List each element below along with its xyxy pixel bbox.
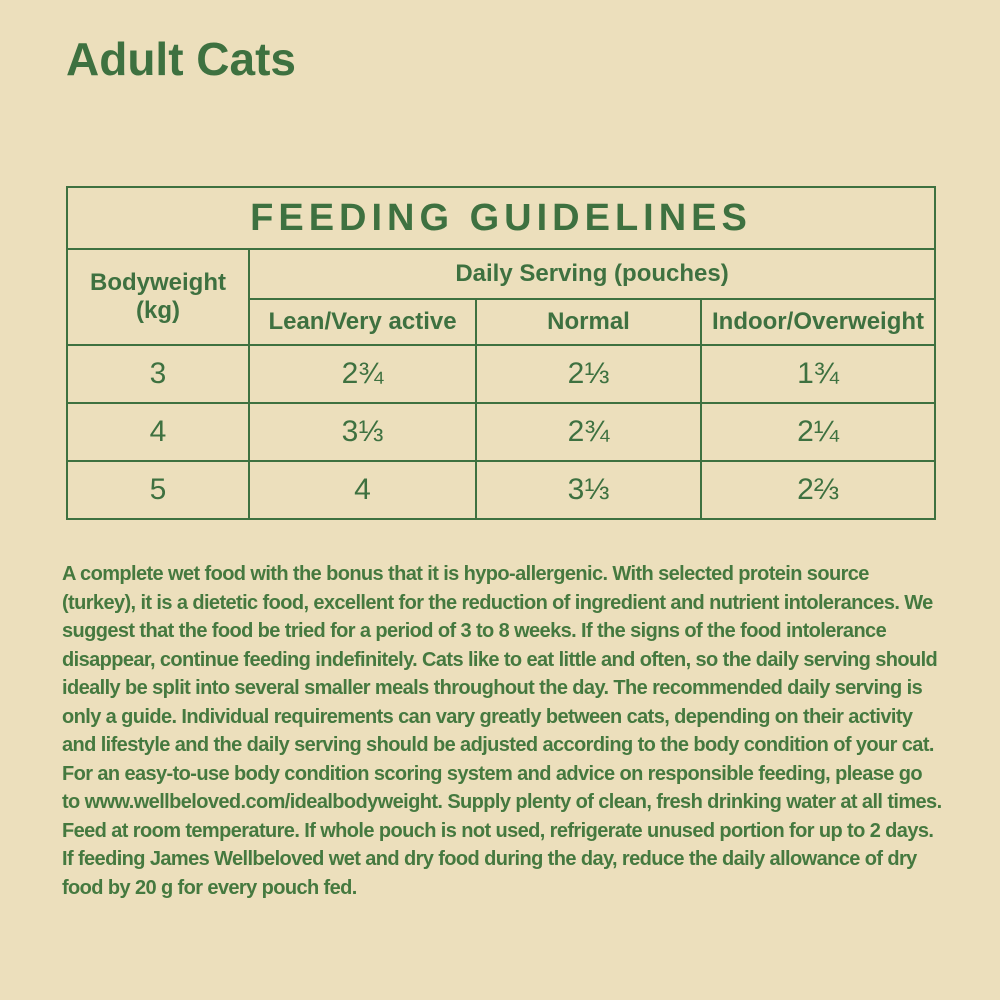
serving-cell-lean: 3⅓ [249,403,476,461]
col-header-lean-very-active: Lean/Very active [249,299,476,345]
table-row [67,403,935,461]
serving-cell-lean: 2¾ [249,345,476,403]
feeding-description-text: A complete wet food with the bonus that it is hypo-allergenic. With selected protein source (turkey), it is a dietetic food, excellent for the reduction of ingredient and nutrient intolerances. We suggest that the food be tried for a period of 3 to 8 weeks. If the signs of the food intolerance disappear, continue feeding indefinitely. Cats like to eat little and often, so the daily serving should ideally be split into several smaller meals throughout the day. The recommended daily serving is only a guide. Individual requirements can vary greatly between cats, depending on their activity and lifestyle and the daily serving should be adjusted according to the body condition of your cat. For an easy-to-use body condition scoring system and advice on responsible feeding, please go to www.wellbeloved.com/idealbodyweight. Supply plenty of clean, fresh drinking water at all times. Feed at room temperature. If whole pouch is not used, refrigerate unused portion for up to 2 days. If feeding James Wellbeloved wet and dry food during the day, reduce the daily allowance of dry food by 20 g for every pouch fed. [62,563,942,899]
table-banner-title: FEEDING GUIDELINES [67,187,935,249]
table-row [67,461,935,519]
banner-row [67,187,935,249]
col-header-bodyweight: Bodyweight (kg) [67,249,249,345]
col-header-daily-serving: Daily Serving (pouches) [249,249,935,299]
feeding-guidelines-table [66,186,936,520]
serving-cell-indoor: 1¾ [701,345,935,403]
serving-cell-normal: 2¾ [476,403,701,461]
serving-cell-lean: 4 [249,461,476,519]
serving-cell-indoor: 2¼ [701,403,935,461]
bodyweight-cell: 3 [67,345,249,403]
table-row [67,345,935,403]
col-header-normal: Normal [476,299,701,345]
page-title: Adult Cats [66,33,296,85]
bodyweight-cell: 4 [67,403,249,461]
serving-cell-normal: 2⅓ [476,345,701,403]
bodyweight-cell: 5 [67,461,249,519]
col-header-indoor-overweight: Indoor/Overweight [701,299,935,345]
serving-cell-normal: 3⅓ [476,461,701,519]
serving-cell-indoor: 2⅔ [701,461,935,519]
header-row-group [67,249,935,299]
